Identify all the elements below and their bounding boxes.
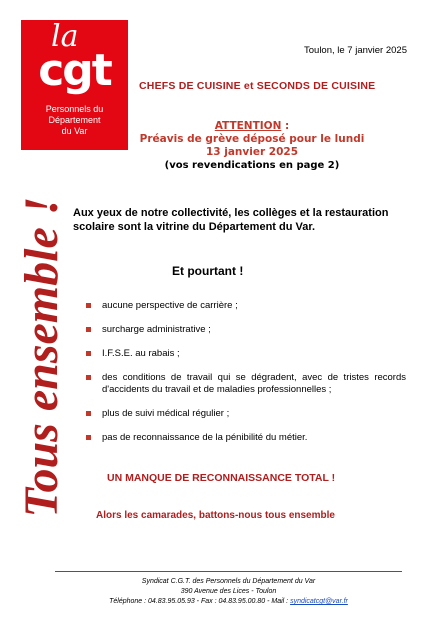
- strike-notice: [134, 120, 370, 172]
- logo-organisation: [23, 104, 126, 137]
- attention-label: ATTENTION: [214, 120, 282, 132]
- list-item: [86, 408, 406, 420]
- footer-line-2: 390 Avenue des Lices - Toulon: [180, 588, 277, 595]
- list-item: [86, 324, 406, 336]
- logo-org-line: Département: [48, 115, 101, 125]
- footer-contact: [55, 597, 402, 607]
- list-item: [86, 432, 406, 444]
- list-item-text: plus de suivi médical régulier ;: [102, 408, 230, 419]
- claims-note: (vos revendications en page 2): [164, 160, 340, 171]
- list-item-text: I.F.S.E. au rabais ;: [102, 348, 180, 359]
- list-item: [86, 372, 406, 396]
- logo-org-line: Personnels du: [45, 104, 104, 114]
- bullet-icon: [86, 411, 91, 416]
- footer-phone: Téléphone : 04.83.95.05.93 - Fax : 04.83.95.00.80 - Mail :: [109, 598, 291, 605]
- list-item-text: aucune perspective de carrière ;: [102, 300, 238, 311]
- bullet-icon: [86, 303, 91, 308]
- logo-org-line: du Var: [61, 126, 88, 136]
- main-slogan: UN MANQUE DE RECONNAISSANCE TOTAL !: [107, 472, 336, 484]
- list-item-text: surcharge administrative ;: [102, 324, 211, 335]
- list-item: [86, 348, 406, 360]
- logo-cgt: cgt: [38, 45, 111, 96]
- bullet-icon: [86, 327, 91, 332]
- grievance-list: [86, 300, 406, 456]
- strike-notice-line: Préavis de grève déposé pour le lundi 13 janvier 2025: [139, 133, 365, 158]
- vertical-slogan: Tous ensemble !: [15, 196, 68, 518]
- bullet-icon: [86, 435, 91, 440]
- bullet-icon: [86, 375, 91, 380]
- cgt-logo: [21, 20, 128, 150]
- footer-mail-link[interactable]: syndicatcgt@var.fr: [290, 598, 348, 605]
- list-item: [86, 300, 406, 312]
- document-date: Toulon, le 7 janvier 2025: [304, 45, 407, 56]
- call-to-action: Alors les camarades, battons-nous tous ensemble: [96, 510, 335, 521]
- list-item-text: pas de reconnaissance de la pénibilité du métier.: [102, 432, 308, 443]
- list-item-text: des conditions de travail qui se dégradent, avec de tristes records d'accidents du travail et de maladies professionnelles ;: [102, 372, 406, 395]
- logo-la: la: [51, 19, 79, 54]
- section-title: Et pourtant !: [172, 264, 244, 278]
- footer: [55, 577, 402, 607]
- footer-line-1: Syndicat C.G.T. des Personnels du Département du Var: [141, 578, 316, 585]
- footer-divider: [55, 571, 402, 572]
- document-heading: CHEFS DE CUISINE et SECONDS DE CUISINE: [139, 80, 376, 92]
- attention-colon: :: [281, 120, 290, 132]
- intro-paragraph: Aux yeux de notre collectivité, les collèges et la restauration scolaire sont la vitrine du Département du Var.: [73, 207, 389, 233]
- bullet-icon: [86, 351, 91, 356]
